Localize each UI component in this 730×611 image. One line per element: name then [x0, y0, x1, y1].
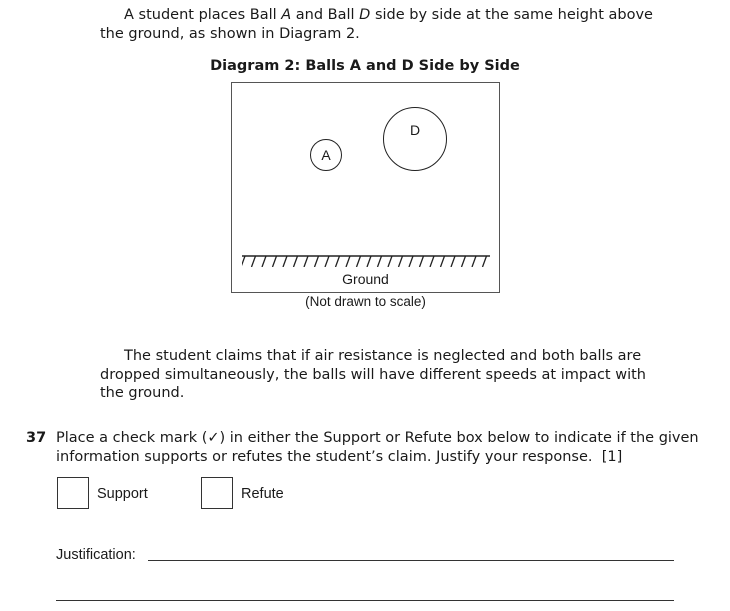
diagram-frame [231, 82, 500, 293]
hatch-mark [420, 256, 424, 267]
ball-d-circle [383, 107, 447, 171]
hatch-mark [336, 256, 340, 267]
justification-line-1[interactable] [148, 560, 674, 561]
ball-d-label: D [409, 122, 421, 138]
intro-paragraph [100, 6, 660, 43]
hatch-mark [462, 256, 466, 267]
refute-label: Refute [241, 486, 284, 502]
hatch-mark [430, 256, 434, 267]
hatch-mark [409, 256, 413, 267]
hatch-mark [451, 256, 455, 267]
hatch-mark [325, 256, 329, 267]
hatch-mark [367, 256, 371, 267]
support-checkbox[interactable] [57, 477, 89, 509]
hatch-mark [388, 256, 392, 267]
claim-text: The student claims that if air resistance is neglected and both balls are dropped simultaneously, the balls will have different speeds at impact with the ground. [100, 348, 646, 401]
refute-checkbox[interactable] [201, 477, 233, 509]
intro-suffix: side by side at the same height above the ground, as shown in Diagram 2. [100, 7, 653, 42]
justification-label: Justification: [56, 547, 136, 563]
hatch-mark [346, 256, 350, 267]
diagram-title [0, 58, 730, 74]
scale-note: (Not drawn to scale) [305, 294, 426, 309]
hatch-mark [242, 256, 245, 267]
ball-a-label: A [321, 147, 331, 163]
hatch-mark [273, 256, 277, 267]
hatch-mark [294, 256, 298, 267]
question-number: 37 [26, 430, 47, 446]
hatch-mark [252, 256, 256, 267]
intro-middle: and Ball [291, 7, 360, 23]
ball-a-circle [310, 139, 342, 171]
hatch-mark [399, 256, 403, 267]
intro-prefix: A student places Ball [124, 7, 282, 23]
claim-paragraph [100, 347, 660, 403]
hatch-mark [262, 256, 266, 267]
support-label: Support [97, 486, 148, 502]
hatch-mark [472, 256, 476, 267]
hatch-mark [441, 256, 445, 267]
diagram-title-text: Diagram 2: Balls A and D Side by Side [210, 58, 520, 74]
ground-hatch [242, 249, 490, 267]
hatch-mark [357, 256, 361, 267]
hatch-mark [283, 256, 287, 267]
justification-line-2[interactable] [56, 600, 674, 601]
hatch-mark [315, 256, 319, 267]
intro-ball-a: A [281, 7, 292, 23]
hatch-mark [483, 256, 487, 267]
intro-ball-d: D [359, 7, 371, 23]
question-text: Place a check mark (✓) in either the Support or Refute box below to indicate if the given information supports or refutes the student’s claim. Justify your response. [1] [56, 430, 699, 465]
hatch-mark [378, 256, 382, 267]
ground-label: Ground [342, 271, 389, 287]
hatch-mark [304, 256, 308, 267]
